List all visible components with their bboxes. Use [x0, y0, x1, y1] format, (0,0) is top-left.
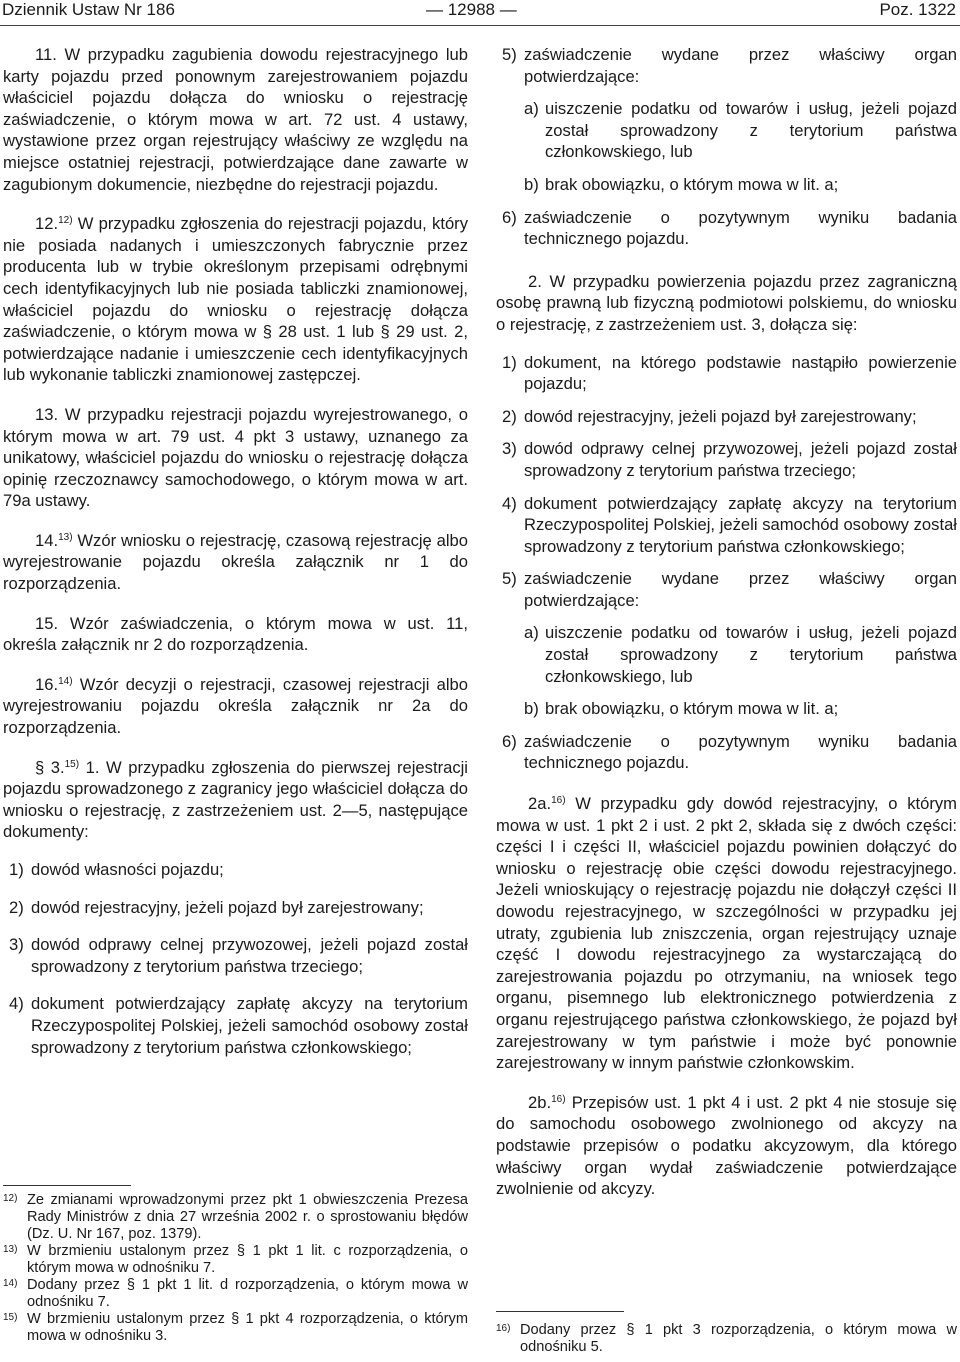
footnote-ref: 16): [551, 1093, 566, 1105]
paragraph-2: 2. W przypadku powierzenia pojazdu przez zagraniczną osobę prawną lub fizyczną podmiotowi polskiemu, do wniosku o rejestrację, z zastrzeżeniem ust. 3, dołącza się:: [496, 271, 957, 334]
footnote-divider: [496, 1311, 624, 1312]
footnote-ref: 12): [58, 215, 73, 227]
footnotes-right: [496, 1322, 957, 1356]
footnote: 13) W brzmieniu ustalonym przez § 1 pkt 1 lit. c rozporządzenia, o którym mowa w odnośniku 7.: [3, 1243, 468, 1276]
left-column: [3, 44, 468, 1058]
right-column: [496, 44, 957, 1200]
footnote: 12) Ze zmianami wprowadzonymi przez pkt 1 obwieszczenia Prezesa Rady Ministrów z dnia 27 września 2002 r. o sprostowaniu błędów (Dz. U. Nr 167, poz. 1379).: [3, 1192, 468, 1242]
list-item: 6) zaświadczenie o pozytywnym wyniku badania technicznego pojazdu.: [502, 731, 957, 773]
list-item: 5) zaświadczenie wydane przez właściwy organ potwierdzające:: [502, 569, 957, 610]
footnote-divider: [3, 1185, 131, 1186]
sub-item: b) brak obowiązku, o którym mowa w lit. a;: [524, 174, 839, 194]
footnote-ref: 14): [58, 675, 73, 687]
paragraph-text: Przepisów ust. 1 pkt 4 i ust. 2 pkt 4 nie stosuje się do samochodu osobowego zwolnionego od akcyzy na podstawie przepisów o podatku akcyzowym, dla którego właściwy organ wydał zaświadczenie potwierdzające zwolnienie od akcyzy.: [496, 1092, 957, 1199]
page-number: — 12988 —: [426, 0, 517, 19]
footnote-ref: 13): [58, 531, 73, 543]
paragraph-text: W przypadku zgłoszenia do rejestracji pojazdu, który nie posiada nadanych i umieszczonych fabrycznie przez producenta lub w trybie określonym przepisami odrębnymi cech identyfikacyjnych lub nie posiada tabliczki znamionowej, właściciel pojazdu do wniosku o rejestrację dołącza zaświadczenie, o którym mowa w § 28 ust. 1 lub § 29 ust. 2, potwierdzające nadanie i umieszczenie cech identyfikacyjnych lub wykonanie tabliczki znamionowej zastępczej.: [3, 214, 468, 385]
paragraph-number: 2a.: [528, 794, 552, 814]
footnotes-left: [3, 1192, 468, 1345]
list-item: 4) dokument potwierdzający zapłatę akcyzy na terytorium Rzeczypospolitej Polskiej, jeżeli samochód osobowy został sprowadzony z terytorium państwa członkowskiego;: [9, 994, 468, 1057]
header-divider: [0, 25, 960, 26]
paragraph-16: [3, 674, 468, 739]
paragraph-11: 11. W przypadku zagubienia dowodu rejestracyjnego lub karty pojazdu przed ponownym zarejestrowaniem pojazdu właściciel pojazdu dołącza do wniosku o rejestrację zaświadczenie, o którym mowa w art. 72 ust. 4 ustawy, wystawione przez organ rejestrujący właściwy ze względu na miejsce ostatniej rejestracji, potwierdzające dane zawarte w zagubionym dokumencie, niezbędne do rejestracji pojazdu.: [3, 45, 468, 194]
section-text: 1. W przypadku zgłoszenia do pierwszej rejestracji pojazdu sprowadzonego z zagranicy jego właściciel dołącza do wniosku o rejestrację, z zastrzeżeniem ust. 2—5, następujące dokumenty:: [3, 757, 468, 842]
list-item: 6) zaświadczenie o pozytywnym wyniku badania technicznego pojazdu.: [502, 207, 957, 249]
list-item: 1) dokument, na którego podstawie nastąpiło powierzenie pojazdu;: [502, 352, 957, 394]
page-header: [0, 0, 960, 24]
list-item: 3) dowód odprawy celnej przywozowej, jeżeli pojazd został sprowadzony z terytorium państwa trzeciego;: [502, 439, 957, 480]
paragraph-number: 12.: [35, 214, 59, 234]
list-item: 2) dowód rejestracyjny, jeżeli pojazd był zarejestrowany;: [502, 406, 917, 426]
paragraph-14: [3, 530, 468, 595]
sub-item: b) brak obowiązku, o którym mowa w lit. a;: [524, 699, 839, 719]
position-number: Poz. 1322: [879, 0, 956, 19]
list-item: 3) dowód odprawy celnej przywozowej, jeżeli pojazd został sprowadzony z terytorium państwa trzeciego;: [9, 935, 468, 976]
paragraph-15: 15. Wzór zaświadczenia, o którym mowa w ust. 11, określa załącznik nr 2 do rozporządzenia.: [3, 613, 468, 655]
paragraph-number: 16.: [35, 674, 59, 694]
paragraph-text: Wzór decyzji o rejestracji, czasowej rejestracji albo wyrejestrowaniu pojazdu określa załącznik nr 2a do rozporządzenia.: [3, 674, 468, 738]
footnote-ref: 16): [551, 795, 566, 807]
list-item: 4) dokument potwierdzający zapłatę akcyzy na terytorium Rzeczypospolitej Polskiej, jeżeli samochód osobowy został sprowadzony z terytorium państwa członkowskiego;: [502, 493, 957, 556]
journal-title: Dziennik Ustaw Nr 186: [2, 0, 175, 19]
paragraph-13: 13. W przypadku rejestracji pojazdu wyrejestrowanego, o którym mowa w art. 79 ust. 4 pkt 3 ustawy, uznanego za unikatowy, właściciel pojazdu do wniosku o rejestrację dołącza opinię rzeczoznawcy samochodowego, o którym mowa w art. 79a ustawy.: [3, 404, 468, 511]
sub-item: a) uiszczenie podatku od towarów i usług, jeżeli pojazd został sprowadzony z terytorium państwa członkowskiego, lub: [524, 623, 957, 686]
sub-item: a) uiszczenie podatku od towarów i usług, jeżeli pojazd został sprowadzony z terytorium państwa członkowskiego, lub: [524, 99, 957, 162]
paragraph-text: W przypadku gdy dowód rejestracyjny, o którym mowa w ust. 1 pkt 2 i ust. 2 pkt 2, składa się z dwóch części: części I i części II, właściciel pojazdu powinien dołączyć do wniosku o rejestrację obie części dowodu rejestracyjnego. Jeżeli wnioskujący o rejestrację pojazdu nie dołączył części II dowodu rejestracyjnego, w szczególności w przypadku jej utraty, zgubienia lub zniszczenia, organ rejestrujący uznaje część I dowodu rejestracyjnego za wystarczającą do zarejestrowania pojazdu po otrzymaniu, na wniosek tego organu, pisemnego lub elektronicznego potwierdzenia z organu rejestrującego państwa członkowskiego, że pojazd był zarejestrowany w tym państwie i może być ponownie zarejestrowany w innym państwie członkowskim.: [496, 794, 957, 1073]
paragraph-2a: [496, 793, 957, 1074]
list-item: 2) dowód rejestracyjny, jeżeli pojazd był zarejestrowany;: [9, 897, 424, 917]
list-item: 5) zaświadczenie wydane przez właściwy organ potwierdzające:: [502, 45, 957, 86]
list-item: 1) dowód własności pojazdu;: [9, 860, 224, 879]
paragraph-12: [3, 213, 468, 386]
footnote: 15) W brzmieniu ustalonym przez § 1 pkt 4 rozporządzenia, o którym mowa w odnośniku 3.: [3, 1311, 468, 1344]
paragraph-number: 14.: [35, 530, 59, 550]
paragraph-number: 2b.: [528, 1092, 552, 1112]
footnote-ref: 15): [64, 758, 80, 770]
footnote: 14) Dodany przez § 1 pkt 1 lit. d rozporządzenia, o którym mowa w odnośniku 7.: [3, 1277, 468, 1310]
section-3-intro: [3, 757, 468, 843]
footnote: 16) Dodany przez § 1 pkt 3 rozporządzenia, o którym mowa w odnośniku 5.: [496, 1322, 957, 1355]
paragraph-text: Wzór wniosku o rejestrację, czasową rejestrację albo wyrejestrowanie pojazdu określa załącznik nr 1 do rozporządzenia.: [3, 530, 468, 594]
paragraph-2b: [496, 1092, 957, 1200]
section-number: § 3.: [35, 757, 65, 777]
